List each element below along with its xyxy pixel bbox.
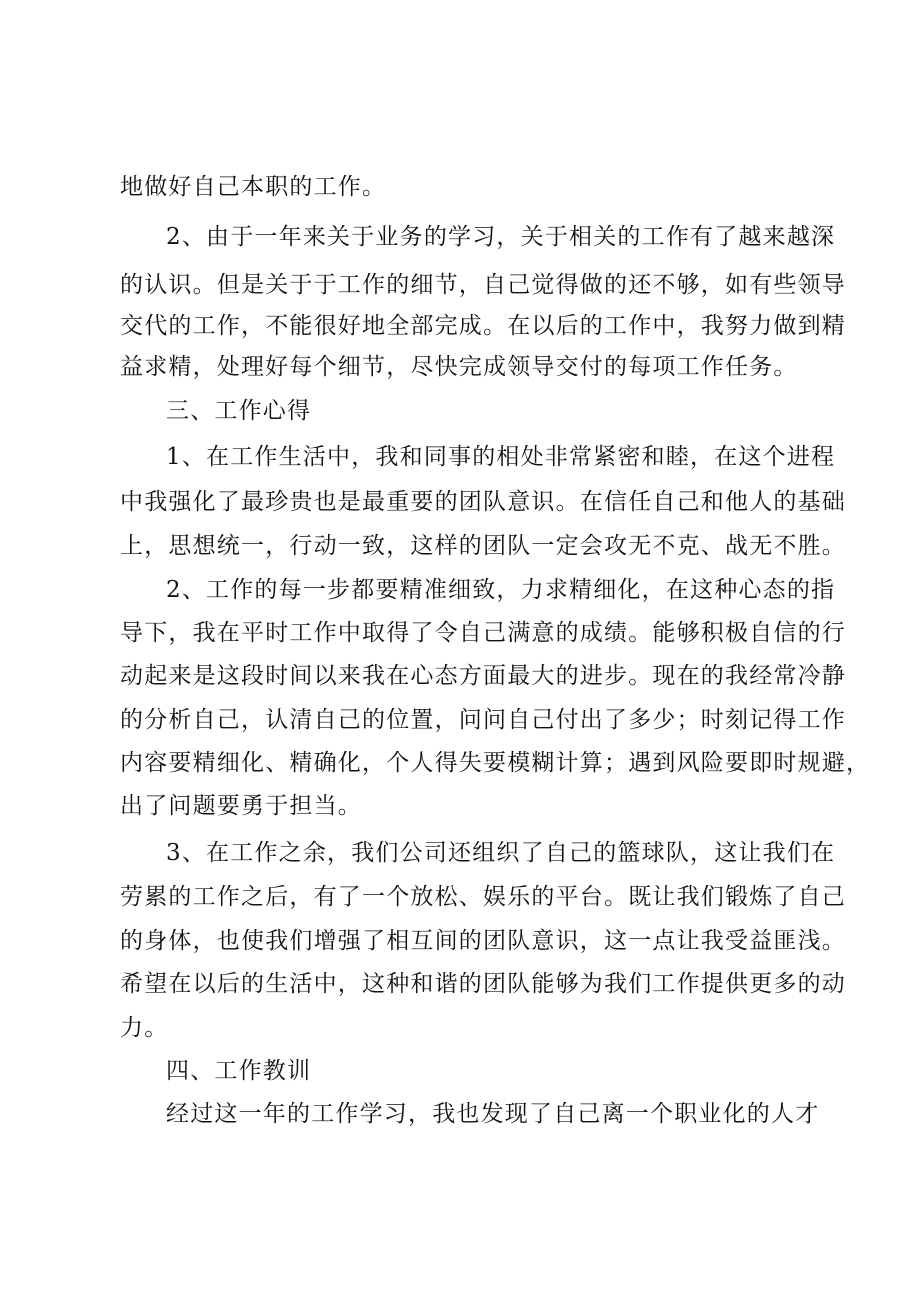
text-line: 力。 xyxy=(120,1015,169,1041)
text-line: 2、由于一年来关于业务的学习，关于相关的工作有了越来越深 xyxy=(166,224,836,250)
text-line: 动起来是这段时间以来我在心态方面最大的进步。现在的我经常冷静 xyxy=(120,663,846,689)
text-line: 2、工作的每一步都要精准细致，力求精细化，在这种心态的指 xyxy=(166,577,836,603)
text-line: 交代的工作，不能很好地全部完成。在以后的工作中，我努力做到精 xyxy=(120,313,846,339)
text-line: 导下，我在平时工作中取得了令自己满意的成绩。能够积极自信的行 xyxy=(120,620,846,646)
text-line: 的身体，也使我们增强了相互间的团队意识，这一点让我受益匪浅。 xyxy=(120,928,846,954)
text-line: 益求精，处理好每个细节，尽快完成领导交付的每项工作任务。 xyxy=(120,354,798,380)
text-line: 的认识。但是关于于工作的细节，自己觉得做的还不够，如有些领导 xyxy=(120,272,846,298)
text-line: 希望在以后的生活中，这种和谐的团队能够为我们工作提供更多的动 xyxy=(120,971,846,997)
text-line: 中我强化了最珍贵也是最重要的团队意识。在信任自己和他人的基础 xyxy=(120,489,846,515)
text-line: 内容要精细化、精确化，个人得失要模糊计算；遇到风险要即时规避， xyxy=(120,750,871,776)
text-line: 出了问题要勇于担当。 xyxy=(120,793,362,819)
section-heading: 三、工作心得 xyxy=(166,398,312,424)
text-line: 1、在工作生活中，我和同事的相处非常紧密和睦，在这个进程 xyxy=(166,444,836,470)
text-line: 经过这一年的工作学习，我也发现了自己离一个职业化的人才 xyxy=(166,1101,820,1127)
text-line: 上，思想统一，行动一致，这样的团队一定会攻无不克、战无不胜。 xyxy=(120,533,846,559)
text-line: 地做好自己本职的工作。 xyxy=(120,174,387,200)
section-heading: 四、工作教训 xyxy=(166,1058,312,1084)
text-line: 3、在工作之余，我们公司还组织了自己的篮球队，这让我们在 xyxy=(166,840,836,866)
text-line: 劳累的工作之后，有了一个放松、娱乐的平台。既让我们锻炼了自己 xyxy=(120,884,846,910)
text-line: 的分析自己，认清自己的位置，问问自己付出了多少；时刻记得工作 xyxy=(120,707,846,733)
